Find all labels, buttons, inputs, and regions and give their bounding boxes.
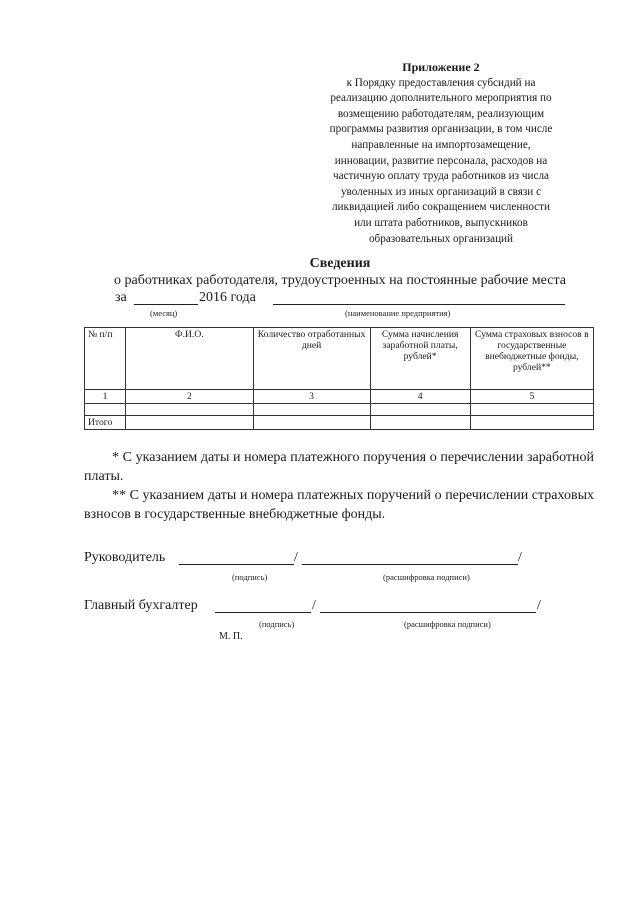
slash-separator: / [537, 598, 541, 613]
accountant-signature-row [84, 598, 604, 616]
month-blank[interactable] [134, 290, 198, 305]
accountant-decode-caption: (расшифровка подписи) [404, 619, 491, 629]
table-number-row [85, 390, 594, 404]
header-contributions: Сумма страховых взносов в государственные внебюджетные фонды, рублей** [470, 328, 593, 390]
period-year: 2016 года [199, 290, 256, 305]
appendix-line: к Порядку предоставления субсидий на [346, 76, 536, 89]
footnotes [84, 448, 594, 524]
table-cell[interactable] [126, 404, 254, 416]
appendix-line: возмещению работодателям, реализующим [337, 107, 545, 120]
table-row [85, 404, 594, 416]
slash-separator: / [518, 550, 522, 565]
head-label: Руководитель [84, 550, 166, 565]
appendix-line: реализацию дополнительного мероприятия по [330, 92, 552, 105]
appendix-line: ликвидацией либо сокращением численности [331, 201, 551, 214]
period-line [115, 290, 575, 308]
table-header-row [85, 328, 594, 390]
organization-blank[interactable] [273, 290, 565, 305]
accountant-decode-line[interactable] [320, 612, 536, 613]
footnote-salary: * С указанием даты и номера платежного поручения о перечислении заработной платы. [84, 450, 594, 484]
table-cell: 2 [126, 390, 254, 404]
appendix-line: или штата работников, выпускников [354, 216, 528, 229]
header-days: Количество отработанных дней [253, 328, 370, 390]
organization-caption: (наименование предприятия) [345, 308, 451, 318]
table-cell: 3 [253, 390, 370, 404]
table-cell[interactable] [85, 404, 126, 416]
appendix-line: частичную оплату труда работников из числа [332, 170, 549, 183]
table-cell[interactable] [470, 416, 593, 430]
footnote-contributions: ** С указанием даты и номера платежных поручений о перечислении страховых взносов в государственные внебюджетные фонды. [84, 488, 594, 522]
table-cell[interactable] [370, 404, 470, 416]
head-decode-line[interactable] [302, 564, 518, 565]
appendix-line: программы развития организации, в том числе [329, 123, 553, 136]
employees-table [84, 327, 594, 430]
accountant-sign-line[interactable] [215, 612, 311, 613]
head-sign-caption: (подпись) [232, 572, 268, 582]
table-cell[interactable] [126, 416, 254, 430]
table-cell: 4 [370, 390, 470, 404]
table-total-row [85, 416, 594, 430]
table-cell[interactable] [470, 404, 593, 416]
period-prefix: за [115, 290, 127, 305]
document-title: Сведения [309, 256, 371, 271]
month-caption: (месяц) [150, 308, 178, 318]
accountant-sign-caption: (подпись) [259, 619, 295, 629]
header-name: Ф.И.О. [126, 328, 254, 390]
table-cell[interactable] [253, 416, 370, 430]
stamp-place: М. П. [219, 631, 243, 642]
table-cell: 1 [85, 390, 126, 404]
total-label: Итого [85, 416, 126, 430]
table-cell[interactable] [253, 404, 370, 416]
appendix-line: уволенных из иных организаций в связи с [340, 185, 542, 198]
appendix-line: образовательных организаций [368, 232, 514, 245]
slash-separator: / [312, 598, 316, 613]
slash-separator: / [294, 550, 298, 565]
header-number: № п/п [85, 328, 126, 390]
head-decode-caption: (расшифровка подписи) [383, 572, 470, 582]
document-subtitle: о работниках работодателя, трудоустроенных на постоянные рабочие места [114, 273, 566, 288]
appendix-line: инновации, развитие персонала, расходов на [334, 154, 548, 167]
appendix-header [300, 60, 582, 247]
accountant-label: Главный бухгалтер [84, 598, 198, 613]
table-cell[interactable] [370, 416, 470, 430]
head-signature-row [84, 550, 604, 568]
appendix-title: Приложение 2 [402, 60, 480, 74]
header-salary: Сумма начисления заработной платы, рублей* [370, 328, 470, 390]
table-cell: 5 [470, 390, 593, 404]
appendix-line: направленные на импортозамещение, [351, 138, 531, 151]
head-sign-line[interactable] [179, 564, 294, 565]
